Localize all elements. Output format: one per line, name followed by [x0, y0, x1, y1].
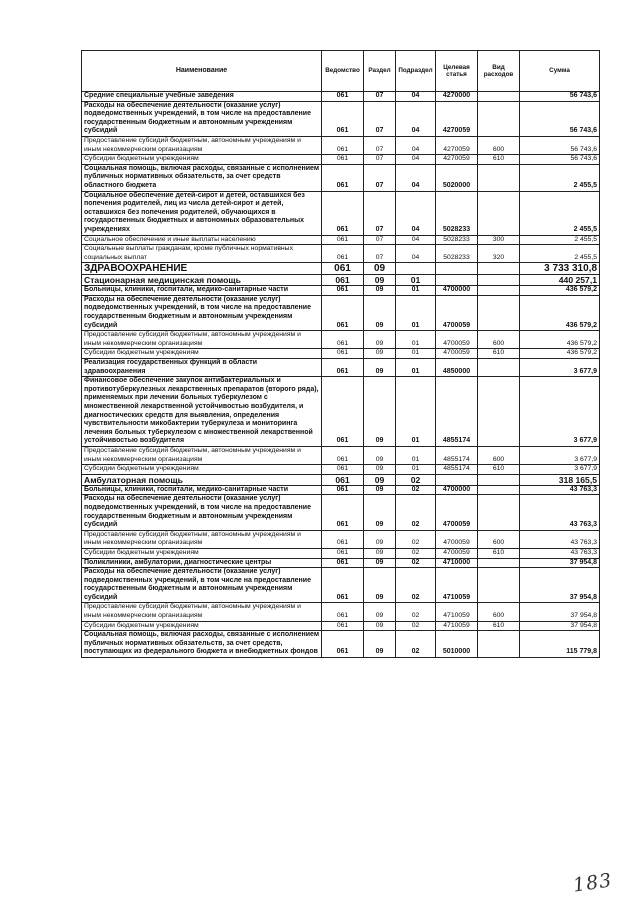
row-summa-cell: 3 677,9: [520, 359, 600, 377]
budget-table: [81, 50, 600, 658]
header-podrazdel: Подраздел: [396, 51, 436, 92]
row-vid-cell: [478, 568, 520, 603]
row-summa-cell: 2 455,5: [520, 164, 600, 191]
row-vedomstvo-cell: 061: [322, 164, 364, 191]
row-tselevaya-cell: [436, 263, 478, 275]
handwritten-page-number: 183: [571, 869, 614, 897]
table-row: [82, 295, 600, 330]
row-podrazdel-cell: 02: [396, 603, 436, 621]
row-razdel-cell: 07: [364, 191, 396, 235]
row-summa-cell: 43 763,3: [520, 495, 600, 530]
row-name-cell: Субсидии бюджетным учреждениям: [82, 349, 322, 359]
row-podrazdel-cell: [396, 263, 436, 275]
row-tselevaya-cell: 4710059: [436, 568, 478, 603]
row-name-cell: Больницы, клиники, госпитали, медико-санитарные части: [82, 286, 322, 296]
row-razdel-cell: 09: [364, 495, 396, 530]
row-tselevaya-cell: 5010000: [436, 631, 478, 658]
row-vedomstvo-cell: 061: [322, 568, 364, 603]
row-summa-cell: 37 954,8: [520, 621, 600, 631]
row-tselevaya-cell: [436, 474, 478, 485]
row-summa-cell: 56 743,6: [520, 155, 600, 165]
row-tselevaya-cell: 5020000: [436, 164, 478, 191]
row-summa-cell: 2 455,5: [520, 191, 600, 235]
row-name-cell: Расходы на обеспечение деятельности (оказание услуг) подведомственных учреждений, в том числе на предоставление государственным бюджетным и автономным учреждениям субсидий: [82, 101, 322, 136]
row-vid-cell: [478, 295, 520, 330]
row-vedomstvo-cell: 061: [322, 485, 364, 495]
row-podrazdel-cell: 01: [396, 295, 436, 330]
row-vid-cell: [478, 474, 520, 485]
table-row: [82, 485, 600, 495]
table-row: [82, 377, 600, 447]
row-tselevaya-cell: 5028233: [436, 245, 478, 263]
row-name-cell: Предоставление субсидий бюджетным, автономным учреждениям и иным некоммерческим организациям: [82, 331, 322, 349]
row-summa-cell: 2 455,5: [520, 235, 600, 245]
row-tselevaya-cell: 4850000: [436, 359, 478, 377]
row-tselevaya-cell: 4700059: [436, 495, 478, 530]
row-tselevaya-cell: 5028233: [436, 191, 478, 235]
row-vid-cell: [478, 485, 520, 495]
row-razdel-cell: 09: [364, 446, 396, 464]
row-razdel-cell: 07: [364, 92, 396, 102]
row-podrazdel-cell: 04: [396, 101, 436, 136]
row-vedomstvo-cell: 061: [322, 495, 364, 530]
table-row: [82, 275, 600, 286]
table-row: [82, 558, 600, 568]
row-vid-cell: [478, 191, 520, 235]
row-razdel-cell: 09: [364, 621, 396, 631]
row-podrazdel-cell: 01: [396, 286, 436, 296]
row-razdel-cell: 09: [364, 548, 396, 558]
table-row: [82, 286, 600, 296]
row-vid-cell: 610: [478, 155, 520, 165]
table-row: [82, 548, 600, 558]
row-razdel-cell: 09: [364, 349, 396, 359]
row-razdel-cell: 09: [364, 530, 396, 548]
row-vedomstvo-cell: 061: [322, 286, 364, 296]
row-tselevaya-cell: 4270000: [436, 92, 478, 102]
row-podrazdel-cell: 04: [396, 164, 436, 191]
row-vedomstvo-cell: 061: [322, 349, 364, 359]
row-name-cell: Субсидии бюджетным учреждениям: [82, 465, 322, 475]
row-vid-cell: 610: [478, 621, 520, 631]
table-row: [82, 349, 600, 359]
table-row: [82, 495, 600, 530]
row-summa-cell: 37 954,8: [520, 558, 600, 568]
table-header: [82, 51, 600, 92]
row-vedomstvo-cell: 061: [322, 603, 364, 621]
row-vedomstvo-cell: 061: [322, 621, 364, 631]
table-body: [82, 92, 600, 658]
row-podrazdel-cell: 01: [396, 349, 436, 359]
table-row: [82, 136, 600, 154]
table-row: [82, 359, 600, 377]
row-vid-cell: 600: [478, 136, 520, 154]
row-razdel-cell: 09: [364, 263, 396, 275]
row-razdel-cell: 09: [364, 465, 396, 475]
row-vid-cell: 600: [478, 530, 520, 548]
header-vedomstvo: Ведомство: [322, 51, 364, 92]
row-vedomstvo-cell: 061: [322, 275, 364, 286]
row-name-cell: Субсидии бюджетным учреждениям: [82, 155, 322, 165]
header-name: Наименование: [82, 51, 322, 92]
row-vedomstvo-cell: 061: [322, 474, 364, 485]
row-vid-cell: [478, 377, 520, 447]
row-tselevaya-cell: 4855174: [436, 446, 478, 464]
table-row: [82, 263, 600, 275]
row-podrazdel-cell: 02: [396, 474, 436, 485]
row-name-cell: Средние специальные учебные заведения: [82, 92, 322, 102]
row-vid-cell: 320: [478, 245, 520, 263]
row-name-cell: Стационарная медицинская помощь: [82, 275, 322, 286]
row-vid-cell: [478, 558, 520, 568]
row-name-cell: Социальная помощь, включая расходы, связанные с исполнением публичных нормативных обязательств, за счет средств областного бюджета: [82, 164, 322, 191]
row-podrazdel-cell: 02: [396, 485, 436, 495]
row-razdel-cell: 09: [364, 603, 396, 621]
row-vid-cell: 610: [478, 548, 520, 558]
row-summa-cell: 43 763,3: [520, 530, 600, 548]
row-vedomstvo-cell: 061: [322, 235, 364, 245]
row-vid-cell: [478, 495, 520, 530]
row-summa-cell: 37 954,8: [520, 568, 600, 603]
row-summa-cell: 56 743,6: [520, 101, 600, 136]
row-summa-cell: 43 763,3: [520, 485, 600, 495]
row-podrazdel-cell: 01: [396, 446, 436, 464]
row-name-cell: Предоставление субсидий бюджетным, автономным учреждениям и иным некоммерческим организациям: [82, 136, 322, 154]
row-podrazdel-cell: 04: [396, 155, 436, 165]
row-podrazdel-cell: 01: [396, 275, 436, 286]
row-vid-cell: 610: [478, 465, 520, 475]
table-row: [82, 530, 600, 548]
row-vedomstvo-cell: 061: [322, 101, 364, 136]
table-row: [82, 631, 600, 658]
row-name-cell: Поликлиники, амбулатории, диагностические центры: [82, 558, 322, 568]
row-podrazdel-cell: 01: [396, 359, 436, 377]
row-name-cell: Финансовое обеспечение закупок антибактериальных и противотуберкулезных лекарственных препаратов (второго ряда), применяемых при лечении больных туберкулезом с множественной лекарственной устойчивостью возбудителя, и диагностических средств для выявления, определения чувствительности микобактерии туберкулеза и мониторинга лечения больных туберкулезом с множественной лекарственной устойчивостью возбудителя: [82, 377, 322, 447]
row-razdel-cell: 09: [364, 331, 396, 349]
row-razdel-cell: 09: [364, 359, 396, 377]
table-row: [82, 164, 600, 191]
row-summa-cell: 440 257,1: [520, 275, 600, 286]
row-tselevaya-cell: 4270059: [436, 155, 478, 165]
row-summa-cell: 3 677,9: [520, 377, 600, 447]
row-vid-cell: 600: [478, 603, 520, 621]
row-name-cell: Предоставление субсидий бюджетным, автономным учреждениям и иным некоммерческим организациям: [82, 530, 322, 548]
row-razdel-cell: 09: [364, 295, 396, 330]
row-summa-cell: 3 677,9: [520, 446, 600, 464]
row-podrazdel-cell: 04: [396, 235, 436, 245]
row-podrazdel-cell: 02: [396, 495, 436, 530]
row-vid-cell: [478, 275, 520, 286]
row-vid-cell: [478, 359, 520, 377]
row-summa-cell: 3 677,9: [520, 465, 600, 475]
row-razdel-cell: 09: [364, 275, 396, 286]
row-vedomstvo-cell: 061: [322, 136, 364, 154]
row-vid-cell: 600: [478, 331, 520, 349]
row-vid-cell: 300: [478, 235, 520, 245]
row-name-cell: Больницы, клиники, госпитали, медико-санитарные части: [82, 485, 322, 495]
row-tselevaya-cell: 4270059: [436, 101, 478, 136]
row-tselevaya-cell: 4700000: [436, 485, 478, 495]
header-razdel: Раздел: [364, 51, 396, 92]
row-podrazdel-cell: 02: [396, 631, 436, 658]
table-row: [82, 155, 600, 165]
row-name-cell: Расходы на обеспечение деятельности (оказание услуг) подведомственных учреждений, в том числе на предоставление государственным бюджетным и автономным учреждениям субсидий: [82, 495, 322, 530]
row-summa-cell: 318 165,5: [520, 474, 600, 485]
row-razdel-cell: 07: [364, 136, 396, 154]
table-row: [82, 465, 600, 475]
row-razdel-cell: 07: [364, 235, 396, 245]
row-vid-cell: 610: [478, 349, 520, 359]
header-tselevaya-statya: Целевая статья: [436, 51, 478, 92]
row-name-cell: Предоставление субсидий бюджетным, автономным учреждениям и иным некоммерческим организациям: [82, 603, 322, 621]
row-vedomstvo-cell: 061: [322, 295, 364, 330]
row-tselevaya-cell: 4855174: [436, 465, 478, 475]
row-tselevaya-cell: 4700000: [436, 286, 478, 296]
row-name-cell: Социальная помощь, включая расходы, связанные с исполнением публичных нормативных обязательств, за счет средств, поступающих из федерального бюджета и внебюджетных фондов: [82, 631, 322, 658]
table-row: [82, 446, 600, 464]
row-razdel-cell: 09: [364, 568, 396, 603]
row-name-cell: ЗДРАВООХРАНЕНИЕ: [82, 263, 322, 275]
row-summa-cell: 436 579,2: [520, 331, 600, 349]
row-tselevaya-cell: 4855174: [436, 377, 478, 447]
row-tselevaya-cell: 5028233: [436, 235, 478, 245]
row-summa-cell: 56 743,6: [520, 136, 600, 154]
row-vedomstvo-cell: 061: [322, 263, 364, 275]
table-row: [82, 603, 600, 621]
row-vid-cell: [478, 263, 520, 275]
row-podrazdel-cell: 04: [396, 191, 436, 235]
row-vid-cell: [478, 92, 520, 102]
row-name-cell: Предоставление субсидий бюджетным, автономным учреждениям и иным некоммерческим организациям: [82, 446, 322, 464]
header-summa: Сумма: [520, 51, 600, 92]
row-podrazdel-cell: 01: [396, 331, 436, 349]
row-vedomstvo-cell: 061: [322, 548, 364, 558]
row-tselevaya-cell: 4710059: [436, 621, 478, 631]
row-tselevaya-cell: 4700059: [436, 331, 478, 349]
table-row: [82, 92, 600, 102]
row-name-cell: Субсидии бюджетным учреждениям: [82, 548, 322, 558]
row-vid-cell: [478, 286, 520, 296]
row-razdel-cell: 09: [364, 485, 396, 495]
table-row: [82, 191, 600, 235]
row-vid-cell: [478, 101, 520, 136]
row-razdel-cell: 07: [364, 155, 396, 165]
row-razdel-cell: 09: [364, 474, 396, 485]
row-tselevaya-cell: [436, 275, 478, 286]
table-row: [82, 621, 600, 631]
row-vedomstvo-cell: 061: [322, 359, 364, 377]
row-vedomstvo-cell: 061: [322, 465, 364, 475]
row-summa-cell: 43 763,3: [520, 548, 600, 558]
row-tselevaya-cell: 4700059: [436, 530, 478, 548]
row-podrazdel-cell: 01: [396, 465, 436, 475]
row-podrazdel-cell: 02: [396, 548, 436, 558]
row-summa-cell: 37 954,8: [520, 603, 600, 621]
table-row: [82, 101, 600, 136]
row-podrazdel-cell: 04: [396, 245, 436, 263]
row-razdel-cell: 07: [364, 101, 396, 136]
row-vid-cell: 600: [478, 446, 520, 464]
table-row: [82, 474, 600, 485]
row-podrazdel-cell: 04: [396, 136, 436, 154]
row-vid-cell: [478, 164, 520, 191]
table-row: [82, 235, 600, 245]
row-tselevaya-cell: 4710059: [436, 603, 478, 621]
row-name-cell: Реализация государственных функций в области здравоохранения: [82, 359, 322, 377]
row-tselevaya-cell: 4700059: [436, 349, 478, 359]
row-summa-cell: 436 579,2: [520, 286, 600, 296]
row-summa-cell: 436 579,2: [520, 295, 600, 330]
row-vedomstvo-cell: 061: [322, 92, 364, 102]
row-tselevaya-cell: 4270059: [436, 136, 478, 154]
row-vedomstvo-cell: 061: [322, 245, 364, 263]
row-podrazdel-cell: 04: [396, 92, 436, 102]
row-vedomstvo-cell: 061: [322, 377, 364, 447]
row-razdel-cell: 07: [364, 245, 396, 263]
table-row: [82, 331, 600, 349]
row-podrazdel-cell: 02: [396, 530, 436, 548]
row-tselevaya-cell: 4710000: [436, 558, 478, 568]
row-name-cell: Расходы на обеспечение деятельности (оказание услуг) подведомственных учреждений, в том числе на предоставление государственным бюджетным и автономным учреждениям субсидий: [82, 295, 322, 330]
row-name-cell: Социальное обеспечение детей-сирот и детей, оставшихся без попечения родителей, лиц из числа детей-сирот и детей, оставшихся без попечения родителей, обучающихся в государственных бюджетных и автономных образовательных учреждениях: [82, 191, 322, 235]
table-row: [82, 568, 600, 603]
row-summa-cell: 2 455,5: [520, 245, 600, 263]
row-razdel-cell: 09: [364, 558, 396, 568]
row-name-cell: Субсидии бюджетным учреждениям: [82, 621, 322, 631]
row-vedomstvo-cell: 061: [322, 558, 364, 568]
row-summa-cell: 3 733 310,8: [520, 263, 600, 275]
table-row: [82, 245, 600, 263]
row-summa-cell: 56 743,6: [520, 92, 600, 102]
row-vedomstvo-cell: 061: [322, 530, 364, 548]
row-razdel-cell: 07: [364, 164, 396, 191]
row-name-cell: Амбулаторная помощь: [82, 474, 322, 485]
row-tselevaya-cell: 4700059: [436, 548, 478, 558]
row-name-cell: Социальные выплаты гражданам, кроме публичных нормативных социальных выплат: [82, 245, 322, 263]
row-razdel-cell: 09: [364, 377, 396, 447]
row-podrazdel-cell: 02: [396, 568, 436, 603]
row-name-cell: Социальное обеспечение и иные выплаты населению: [82, 235, 322, 245]
row-podrazdel-cell: 01: [396, 377, 436, 447]
row-podrazdel-cell: 02: [396, 558, 436, 568]
row-podrazdel-cell: 02: [396, 621, 436, 631]
row-tselevaya-cell: 4700059: [436, 295, 478, 330]
row-summa-cell: 436 579,2: [520, 349, 600, 359]
row-vedomstvo-cell: 061: [322, 446, 364, 464]
row-vedomstvo-cell: 061: [322, 191, 364, 235]
row-summa-cell: 115 779,8: [520, 631, 600, 658]
row-name-cell: Расходы на обеспечение деятельности (оказание услуг) подведомственных учреждений, в том числе на предоставление государственным бюджетным и автономным учреждениям субсидий: [82, 568, 322, 603]
header-vid-raskhodov: Вид расходов: [478, 51, 520, 92]
row-vedomstvo-cell: 061: [322, 155, 364, 165]
row-vedomstvo-cell: 061: [322, 631, 364, 658]
row-vedomstvo-cell: 061: [322, 331, 364, 349]
row-razdel-cell: 09: [364, 631, 396, 658]
row-vid-cell: [478, 631, 520, 658]
row-razdel-cell: 09: [364, 286, 396, 296]
